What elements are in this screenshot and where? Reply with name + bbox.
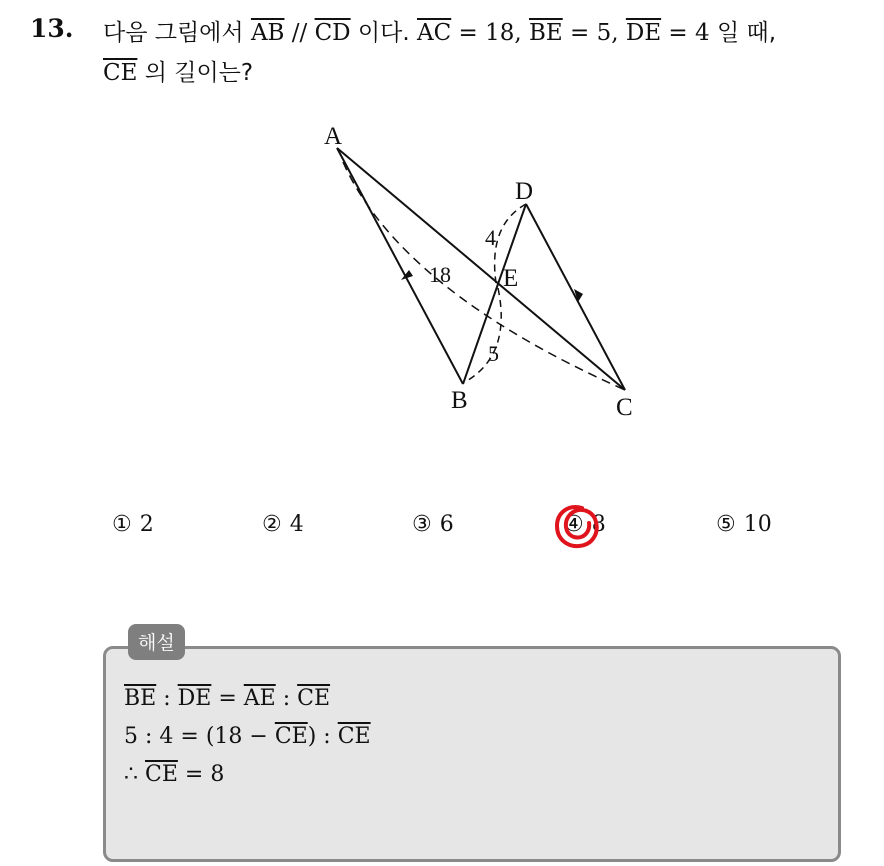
math-run: = 18, (451, 20, 530, 46)
solution-line-2 (124, 724, 371, 749)
dashed-arc-be (465, 288, 501, 382)
segment-name: $\overline{CE}$ (145, 762, 178, 787)
segment-name: $\overline{CE}$ (297, 686, 331, 711)
length-label-ac: 18 (429, 262, 451, 287)
choice-4-value: 8 (591, 512, 606, 537)
solution-tag: 해설 (128, 624, 185, 660)
math-run: = (211, 686, 244, 711)
math-run: 5 : 4 = (18 − (124, 724, 275, 749)
question-number: 13. (30, 14, 74, 43)
segment-name: $\overline{BE}$ (124, 686, 157, 711)
choice-1-mark: ① (112, 512, 132, 537)
math-run: ∴ (124, 762, 145, 787)
length-label-be: 5 (488, 341, 499, 366)
choice-2-mark: ② (262, 512, 282, 537)
math-run: : (275, 686, 298, 711)
choice-5-mark: ⑤ (716, 512, 736, 537)
point-label-a: A (324, 123, 343, 150)
segment-name: $\overline{CE}$ (103, 60, 138, 86)
text-run: 다음 그림에서 (103, 20, 251, 46)
segment-name: $\overline{AC}$ (417, 20, 452, 46)
segment-name: $\overline{CE}$ (337, 724, 371, 749)
segment-name: $\overline{AB}$ (250, 20, 285, 46)
solution-line-3 (124, 762, 224, 787)
choice-5-value: 10 (743, 512, 772, 537)
answer-choices (0, 512, 884, 542)
dashed-arc-ac (343, 162, 625, 390)
math-run: = 4 (661, 20, 717, 46)
segment-dc (526, 204, 625, 390)
segment-name: $\overline{CE}$ (274, 724, 308, 749)
math-run: = 5, (562, 20, 626, 46)
choice-2-value: 4 (289, 512, 304, 537)
segment-name: $\overline{CD}$ (314, 20, 351, 46)
point-label-d: D (515, 178, 534, 205)
math-run: ) : (307, 724, 338, 749)
choice-3-value: 6 (439, 512, 454, 537)
choice-5[interactable] (716, 512, 772, 537)
segment-name: $\overline{AE}$ (243, 686, 276, 711)
segment-name: $\overline{DE}$ (625, 20, 662, 46)
text-run: 이다. (350, 20, 417, 46)
solution-line-1 (124, 686, 330, 711)
point-label-b: B (451, 387, 468, 414)
choice-1-value: 2 (139, 512, 154, 537)
math-run: = 8 (177, 762, 225, 787)
choice-4-mark: ④ (564, 512, 584, 537)
math-run: : (156, 686, 178, 711)
choice-2[interactable] (262, 512, 304, 537)
point-label-e: E (503, 265, 519, 292)
point-label-c: C (616, 394, 633, 421)
text-run: 의 길이는? (137, 60, 254, 86)
segment-name: $\overline{DE}$ (177, 686, 212, 711)
text-run: 일 때, (716, 20, 777, 46)
solution-box (103, 646, 841, 862)
segment-name: $\overline{BE}$ (529, 20, 563, 46)
choice-1[interactable] (112, 512, 154, 537)
math-run: // (284, 20, 315, 46)
choice-3-mark: ③ (412, 512, 432, 537)
choice-3[interactable] (412, 512, 454, 537)
selected-answer-circle (552, 501, 602, 551)
length-label-de: 4 (485, 225, 496, 250)
segment-ac (337, 148, 625, 390)
